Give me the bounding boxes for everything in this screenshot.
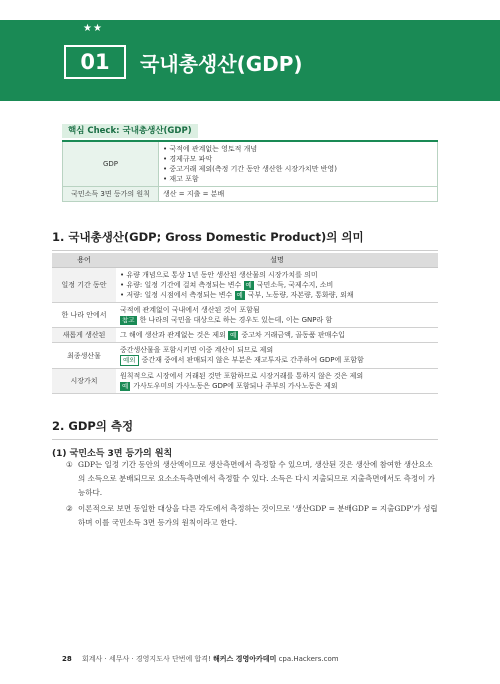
table-row [52,303,438,328]
paragraph-number: ① [66,460,73,469]
check-line: 생산 = 지출 = 분배 [163,190,225,198]
desc-line [120,305,434,315]
paragraph [66,458,438,500]
desc-line [120,270,434,280]
paragraph [66,502,438,530]
check-row-gdp [63,141,438,187]
term-cell: 새롭게 생산된 [52,328,116,343]
page-footer [62,654,339,664]
desc-line [120,330,434,340]
term-cell: 최종생산물 [52,343,116,369]
example-tag: 예 [236,291,243,299]
paragraph-number: ② [66,504,73,513]
column-header-desc: 설명 [116,253,438,268]
definition-table [52,253,438,394]
example-tag: 예 [245,281,252,289]
desc-line [120,315,434,325]
check-line: • 재고 포함 [163,175,199,183]
page-number: 28 [62,655,72,663]
example-tag: 예 [230,331,237,339]
check-line: • 국적에 관계없는 영토적 개념 [163,145,258,153]
section-divider [52,250,438,251]
desc-text: 가사도우미의 가사노동은 GDP에 포함되나 주부의 가사노동은 제외 [133,382,338,390]
table-header-row [52,253,438,268]
desc-text: 그 해에 생산과 관계없는 것은 제외 [120,331,226,339]
section-divider [52,439,438,440]
check-key: 국민소득 3면 등가의 원칙 [63,187,159,202]
desc-line [120,345,434,355]
desc-text: 한 나라의 국민을 대상으로 하는 경우도 있는데, 이는 GNP라 함 [139,316,333,324]
desc-line [120,355,434,366]
desc-text: 중간생산물을 포함시키면 이중 계산이 되므로 제외 [120,346,274,354]
desc-text: 중간재 중에서 판매되지 않은 부분은 재고투자로 간주하여 GDP에 포함함 [141,356,364,364]
term-cell: 한 나라 안에서 [52,303,116,328]
check-line: • 경제규모 파악 [163,155,213,163]
desc-text: • 유량 개념으로 통상 1년 동안 생산된 생산물의 시장가치를 의미 [120,271,318,279]
table-row [52,268,438,303]
desc-text: 국민소득, 국제수지, 소비 [256,281,334,289]
desc-cell [116,303,438,328]
term-cell: 시장가치 [52,369,116,394]
term-cell: 일정 기간 동안 [52,268,116,303]
desc-text: 국적에 관계없이 국내에서 생산된 것이 포함됨 [120,306,260,314]
table-row [52,343,438,369]
check-value [159,187,438,202]
table-row [52,328,438,343]
desc-text: 중고차 거래금액, 골동품 판매수입 [241,331,345,339]
desc-cell [116,268,438,303]
footer-url: cpa.Hackers.com [278,655,339,663]
desc-line [120,381,434,391]
check-row-equivalence [63,187,438,202]
desc-line [120,290,434,300]
chapter-title: 국내총생산(GDP) [140,52,303,76]
column-header-term: 용어 [52,253,116,268]
footer-brand: 해커스 경영아카데미 [213,655,277,663]
desc-line [120,371,434,381]
reference-tag: 참고 [122,316,135,324]
desc-cell [116,343,438,369]
desc-text: 원칙적으로 시장에서 거래된 것만 포함하므로 시장거래를 통하지 않은 것은 제외 [120,372,364,380]
desc-cell [116,369,438,394]
check-line: • 중고거래 제외(측정 기간 동안 생산한 시장가치만 반영) [163,165,337,173]
difficulty-stars: ★★ [83,23,103,34]
desc-text: • 저량: 일정 시점에서 측정되는 변수 [120,291,233,299]
chapter-number: 01 [64,45,126,79]
paragraph-text: 이론적으로 보면 동일한 대상을 다른 각도에서 측정하는 것이므로 '생산GDP = 분배GDP = 지출GDP'가 성립하며 이를 국민소득 3면 등가의 원칙이라고 한다. [78,504,438,527]
check-key: GDP [63,141,159,187]
desc-text: • 유량: 일정 기간에 걸쳐 측정되는 변수 [120,281,242,289]
check-table [62,140,438,202]
section-1-title: 1. 국내총생산(GDP; Gross Domestic Product)의 의미 [52,230,364,244]
desc-text: 국부, 노동량, 자본량, 통화량, 외채 [247,291,354,299]
section-2-title: 2. GDP의 측정 [52,419,134,433]
example-tag: 예 [122,382,129,390]
subsection-title: (1) 국민소득 3면 등가의 원칙 [52,449,173,459]
table-row [52,369,438,394]
desc-cell [116,328,438,343]
desc-line [120,280,434,290]
check-value [159,141,438,187]
exception-tag: 예외 [120,355,139,366]
paragraph-text: GDP는 일정 기간 동안의 생산액이므로 생산측면에서 측정할 수 있으며, 생산된 것은 생산에 참여한 생산요소의 소득으로 분배되므로 요소소득측면에서 측정할 수 있다. 소득은 다시 지출되므로 지출측면에서도 측정이 가능하다. [78,460,436,497]
footer-text: 회계사 · 세무사 · 경영지도사 단번에 합격! [81,655,211,663]
check-label: 핵심 Check: 국내총생산(GDP) [62,124,198,138]
